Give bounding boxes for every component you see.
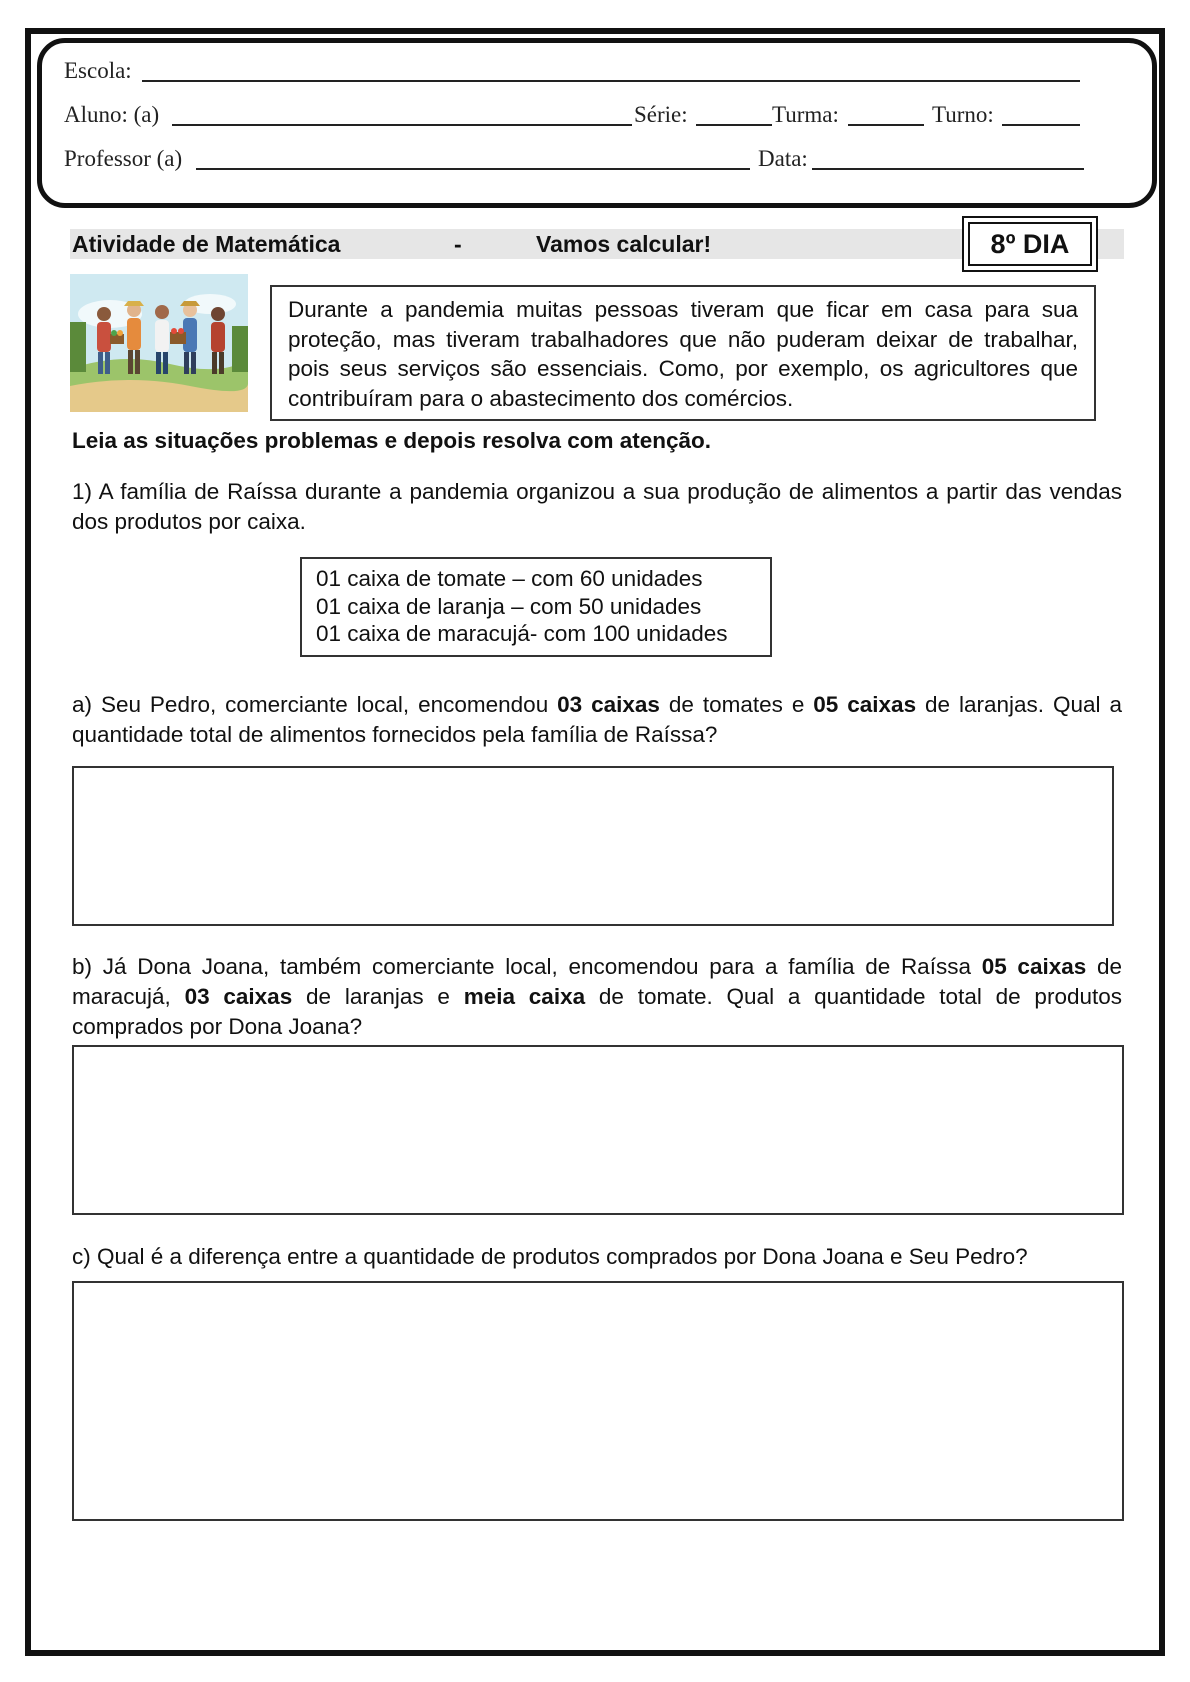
title-separator: - [454,231,462,257]
shift-field[interactable] [1002,124,1080,126]
grade-label: Série: [634,102,688,127]
answer-box-b[interactable] [72,1045,1124,1215]
teacher-field[interactable] [196,168,750,170]
products-box [300,557,772,657]
shift-label: Turno: [932,102,994,127]
student-label: Aluno: (a) [64,102,160,127]
product-tomato: 01 caixa de tomate – com 60 unidades [316,566,703,591]
question-1-text: 1) A família de Raíssa durante a pandemia organizou a sua produção de alimentos a partir das vendas dos produtos por caixa. [72,479,1122,534]
question-a-text: a) Seu Pedro, comerciante local, encomendou 03 caixas de tomates e 05 caixas de laranjas. Qual a quantidade total de alimentos fornecidos pela família de Raíssa? [72,692,1122,747]
grade-field[interactable] [696,124,772,126]
student-field[interactable] [172,124,632,126]
subject-title: Atividade de Matemática [72,231,341,257]
day-label: 8º DIA [968,222,1092,266]
day-badge [962,216,1098,272]
school-label: Escola: [64,58,132,83]
date-label: Data: [758,146,808,171]
answer-box-c[interactable] [72,1281,1124,1521]
farmers-illustration [70,274,248,412]
date-field[interactable] [812,168,1084,170]
class-label: Turma: [772,102,839,127]
class-field[interactable] [848,124,924,126]
question-b-text: b) Já Dona Joana, também comerciante local, encomendou para a família de Raíssa 05 caixas de maracujá, 03 caixas de laranjas e meia caixa de tomate. Qual a quantidade total de produtos comprados por Dona Joana? [72,954,1122,1039]
question-c-text: c) Qual é a diferença entre a quantidade de produtos comprados por Dona Joana e Seu Pedro? [72,1244,1028,1269]
intro-text-box: Durante a pandemia muitas pessoas tiveram que ficar em casa para sua proteção, mas tiveram trabalhadores que não puderam deixar de trabalhar, pois seus serviços são essenciais. Como, por exemplo, os agricultores que contribuíram para o abastecimento dos comércios. [270,285,1096,421]
instructions: Leia as situações problemas e depois resolva com atenção. [72,428,712,453]
answer-box-a[interactable] [72,766,1114,926]
product-passion-fruit: 01 caixa de maracujá- com 100 unidades [316,621,728,646]
product-orange: 01 caixa de laranja – com 50 unidades [316,593,702,619]
activity-tagline: Vamos calcular! [536,231,712,257]
school-field[interactable] [142,80,1080,82]
teacher-label: Professor (a) [64,146,183,171]
